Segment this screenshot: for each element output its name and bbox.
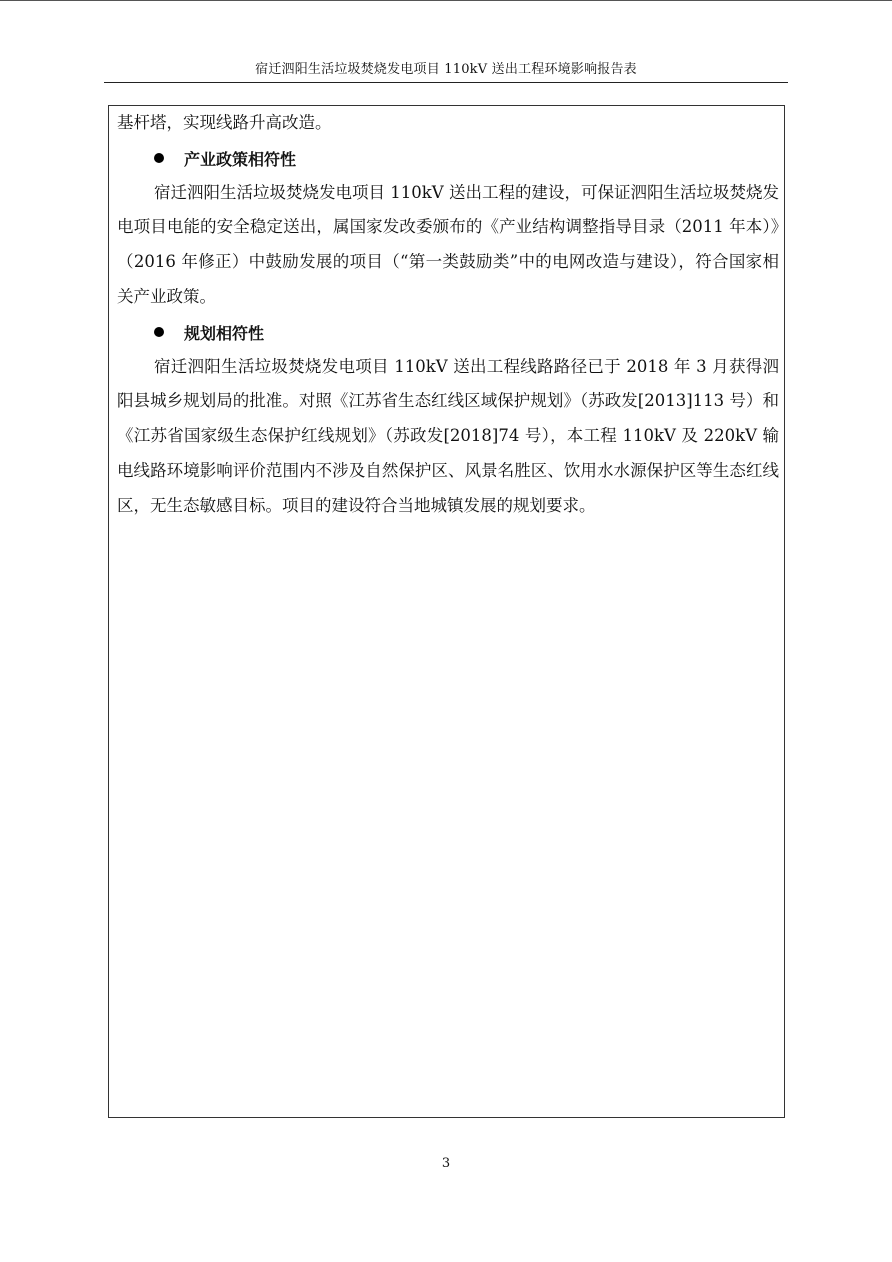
- section-heading-planning: [154, 315, 779, 350]
- section-paragraph-planning: 宿迁泗阳生活垃圾焚烧发电项目 110kV 送出工程线路路径已于 2018 年 3 月获得泗阳县城乡规划局的批准。对照《江苏省生态红线区域保护规划》（苏政发[2013]113 号）和《江苏省国家级生态保护红线规划》（苏政发[2018]74 号），本工程 110kV 及 220kV 输电线路环境影响评价范围内不涉及自然保护区、风景名胜区、饮用水水源保护区等生态红线区，无生态敏感目标。项目的建设符合当地城镇发展的规划要求。: [117, 356, 779, 515]
- bullet-dot-icon: [154, 327, 164, 337]
- page-number: 3: [441, 1156, 451, 1171]
- content-frame: [108, 105, 785, 1118]
- continuation-paragraph: 基杆塔，实现线路升高改造。: [117, 113, 332, 132]
- section-heading-label: 产业政策相符性: [184, 149, 297, 169]
- section-heading-label: 规划相符性: [184, 323, 265, 343]
- section-paragraph-industry-policy: 宿迁泗阳生活垃圾焚烧发电项目 110kV 送出工程的建设，可保证泗阳生活垃圾焚烧发电项目电能的安全稳定送出，属国家发改委颁布的《产业结构调整指导目录（2011 年本）》（2016 年修正）中鼓励发展的项目（“第一类鼓励类”中的电网改造与建设），符合国家相关产业政策。: [117, 182, 779, 306]
- header-rule: [104, 82, 788, 83]
- page-top-edge: [0, 0, 892, 1]
- section-heading-industry-policy: [154, 141, 779, 176]
- running-header: 宿迁泗阳生活垃圾焚烧发电项目 110kV 送出工程环境影响报告表: [255, 62, 637, 77]
- content-body: [117, 106, 779, 524]
- bullet-dot-icon: [154, 153, 164, 163]
